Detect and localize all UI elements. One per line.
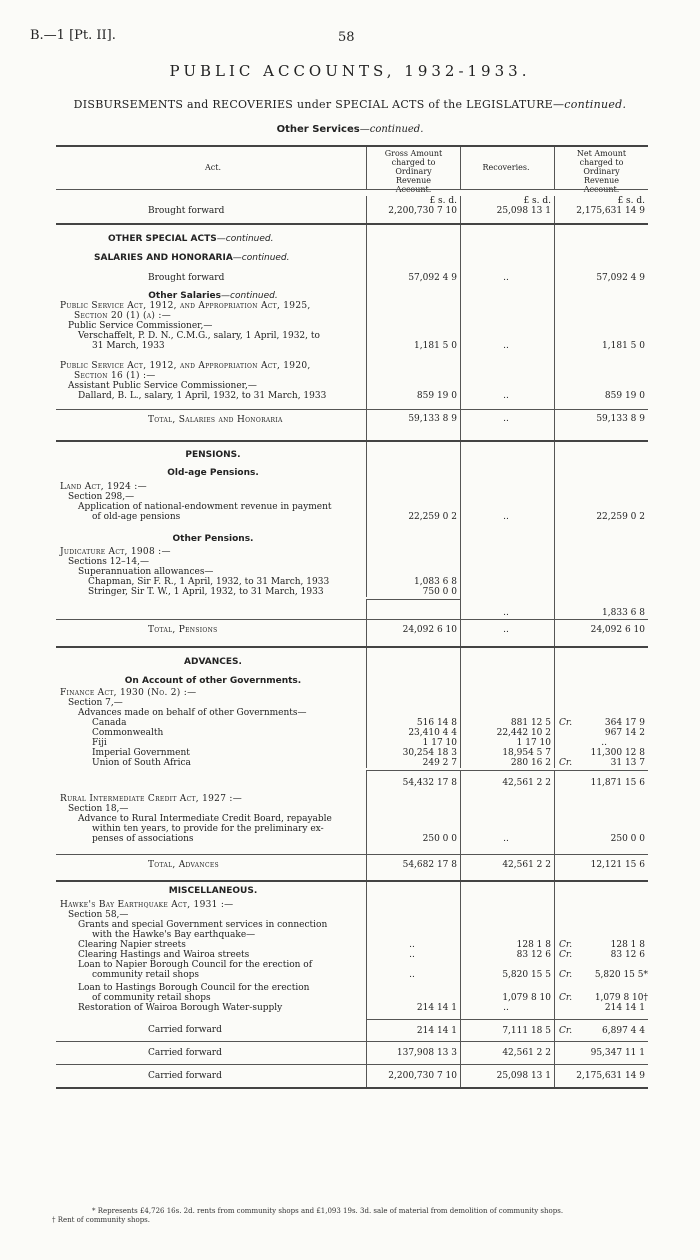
- heading-other-pensions: Other Pensions.: [172, 534, 254, 544]
- table-row: Section 20 (1) (a) :—: [56, 311, 648, 321]
- table-header-row: [56, 145, 648, 194]
- subtitle-continued: —continued.: [553, 98, 627, 111]
- table-row: Brought forward 57,092 4 9 .. 57,092 4 9: [56, 273, 648, 291]
- subtitle-text: DISBURSEMENTS and RECOVERIES under SPECIAL ACTS of the LEGISLATURE: [73, 98, 553, 111]
- col-header-net: Net Amount charged to Ordinary Revenue Account.: [554, 147, 648, 189]
- col-header-recoveries: Recoveries.: [460, 147, 554, 189]
- gross-cell: 2,200,730 7 10: [366, 206, 460, 216]
- heading-salaries: SALARIES AND HONORARIA—continued.: [94, 253, 290, 263]
- main-title: PUBLIC ACCOUNTS, 1932-1933.: [169, 62, 531, 80]
- table-row: Clearing Napier streets .. 128 1 8 Cr. 128 1 8: [56, 940, 648, 950]
- disbursements-table: [56, 145, 648, 1089]
- page-number: 58: [338, 30, 355, 45]
- units-net: £ s. d.: [554, 196, 648, 206]
- table-row: penses of associations 250 0 0 .. 250 0 0: [56, 834, 648, 854]
- table-row: Public Service Act, 1912, and Appropriation Act, 1925,: [56, 301, 648, 311]
- heading-row: [56, 880, 648, 900]
- footnote-dagger: † Rent of community shops.: [52, 1216, 150, 1224]
- heading-miscellaneous: MISCELLANEOUS.: [168, 886, 258, 896]
- row-label: Brought forward: [148, 206, 225, 216]
- table-row: Section 58,—: [56, 910, 648, 920]
- total-row: Total, Pensions 24,092 6 10 .. 24,092 6 10: [56, 619, 648, 640]
- table-row: Finance Act, 1930 (No. 2) :—: [56, 688, 648, 698]
- col-header-gross: Gross Amount charged to Ordinary Revenue Account.: [366, 147, 460, 189]
- table-row: Rural Intermediate Credit Act, 1927 :—: [56, 794, 648, 804]
- heading-row: [56, 253, 648, 273]
- heading-row: [56, 223, 648, 253]
- heading-row: [56, 676, 648, 688]
- heading-other-salaries: Other Salaries—continued.: [148, 291, 278, 301]
- carried-forward-row: Carried forward 137,908 13 3 42,561 2 2 95,347 11 1: [56, 1041, 648, 1064]
- units-row: [56, 189, 648, 206]
- footnote-asterisk: * Represents £4,726 16s. 2d. rents from community shops and £1,093 19s. 3d. sale of material from demolition of community shops.: [92, 1207, 564, 1215]
- table-row: Dallard, B. L., salary, 1 April, 1932, to 31 March, 1933 859 19 0 .. 859 19 0: [56, 391, 648, 409]
- carried-forward-row: Carried forward 2,200,730 7 10 25,098 13 1 2,175,631 14 9: [56, 1064, 648, 1089]
- net-cell: 2,175,631 14 9: [554, 206, 648, 216]
- heading-row: [56, 646, 648, 676]
- table-row: with the Hawke's Bay earthquake—: [56, 930, 648, 940]
- table-row: within ten years, to provide for the preliminary ex-: [56, 824, 648, 834]
- table-row: Commonwealth 23,410 4 4 22,442 10 2 967 14 2: [56, 728, 648, 738]
- table-row: Grants and special Government services in connection: [56, 920, 648, 930]
- heading-row: [56, 291, 648, 301]
- heading-row: [56, 534, 648, 547]
- brought-forward-row: [56, 206, 648, 216]
- table-row: Loan to Hastings Borough Council for the erection: [56, 983, 648, 993]
- table-row: Sections 12–14,—: [56, 557, 648, 567]
- carried-forward-row: Carried forward 214 14 1 7,111 18 5 Cr. 6,897 4 4: [56, 1019, 648, 1041]
- table-row: Judicature Act, 1908 :—: [56, 547, 648, 557]
- table-row: Clearing Hastings and Wairoa streets .. 83 12 6 Cr. 83 12 6: [56, 950, 648, 960]
- heading-row: [56, 440, 648, 468]
- table-row: Verschaffelt, P. D. N., C.M.G., salary, 1 April, 1932, to: [56, 331, 648, 341]
- table-row: Advances made on behalf of other Governments—: [56, 708, 648, 718]
- section-title: [0, 124, 700, 135]
- recoveries-cell: 25,098 13 1: [460, 206, 554, 216]
- section-title-text: Other Services: [276, 124, 360, 135]
- table-row: Superannuation allowances—: [56, 567, 648, 577]
- table-row: Section 18,—: [56, 804, 648, 814]
- table-row: Section 298,—: [56, 492, 648, 502]
- table-row: community retail shops .. 5,820 15 5 Cr. 5,820 15 5*: [56, 970, 648, 983]
- table-row: Chapman, Sir F. R., 1 April, 1932, to 31 March, 1933 1,083 6 8: [56, 577, 648, 587]
- table-row: of old-age pensions 22,259 0 2 .. 22,259 0 2: [56, 512, 648, 534]
- table-row: Stringer, Sir T. W., 1 April, 1932, to 31 March, 1933 750 0 0: [56, 587, 648, 597]
- table-row: Imperial Government 30,254 18 3 18,954 5 7 11,300 12 8: [56, 748, 648, 758]
- subtitle: [0, 98, 700, 111]
- page-reference: B.—1 [Pt. II].: [30, 28, 116, 43]
- heading-advances: ADVANCES.: [184, 657, 242, 667]
- government-advance-rows: [56, 718, 648, 768]
- heading-pensions: PENSIONS.: [185, 450, 241, 460]
- table-row: Section 16 (1) :—: [56, 371, 648, 381]
- table-row: of community retail shops 1,079 8 10 Cr. 1,079 8 10†: [92, 993, 648, 1003]
- units-gross: £ s. d.: [366, 196, 460, 206]
- table-row: Hawke's Bay Earthquake Act, 1931 :—: [56, 900, 648, 910]
- table-row: Fiji 1 17 10 1 17 10 ..: [56, 738, 648, 748]
- table-row: .. 1,833 6 8: [56, 597, 648, 619]
- heading-old-age-pensions: Old-age Pensions.: [167, 468, 259, 478]
- heading-row: [56, 468, 648, 482]
- table-row: Land Act, 1924 :—: [56, 482, 648, 492]
- table-row: Public Service Act, 1912, and Appropriation Act, 1920,: [56, 361, 648, 371]
- table-row: Canada 516 14 8 881 12 5 Cr. 364 17 9: [56, 718, 648, 728]
- section-title-continued: —continued.: [359, 124, 424, 135]
- table-row: Section 7,—: [56, 698, 648, 708]
- table-row: Assistant Public Service Commissioner,—: [56, 381, 648, 391]
- heading-on-account: On Account of other Governments.: [124, 676, 302, 686]
- table-row: Advance to Rural Intermediate Credit Board, repayable: [56, 814, 648, 824]
- units-recoveries: £ s. d.: [460, 196, 554, 206]
- table-row: Public Service Commissioner,—: [56, 321, 648, 331]
- col-header-act: Act.: [204, 163, 221, 172]
- table-row: Loan to Napier Borough Council for the erection of: [56, 960, 648, 970]
- table-row: Application of national-endowment revenue in payment: [56, 502, 648, 512]
- table-row: Union of South Africa 249 2 7 280 16 2 Cr. 31 13 7: [56, 758, 648, 768]
- subtotal-row: 54,432 17 8 42,561 2 2 11,871 15 6: [56, 768, 648, 794]
- table-row: Restoration of Wairoa Borough Water-supply 214 14 1 .. 214 14 1: [56, 1003, 648, 1019]
- total-row: Total, Advances 54,682 17 8 42,561 2 2 12,121 15 6: [56, 854, 648, 875]
- total-row: Total, Salaries and Honoraria 59,133 8 9 .. 59,133 8 9: [56, 409, 648, 430]
- table-row: 31 March, 1933 1,181 5 0 .. 1,181 5 0: [56, 341, 648, 361]
- heading-other-special-acts: OTHER SPECIAL ACTS—continued.: [108, 234, 274, 244]
- footnotes: [52, 1207, 563, 1225]
